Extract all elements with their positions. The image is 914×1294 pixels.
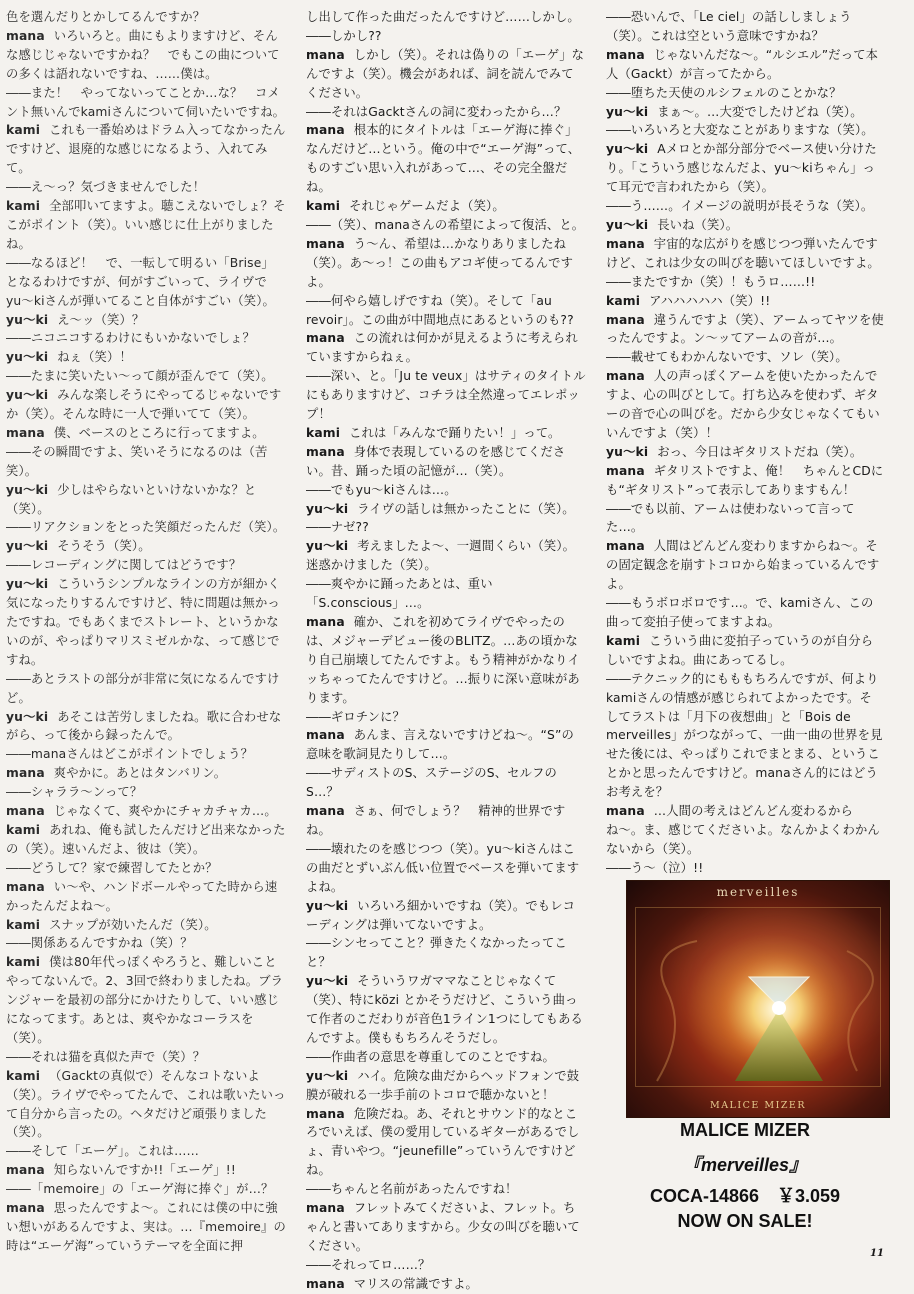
line-text: ――レコーディングに関してはどうです？ <box>6 558 242 573</box>
line-text: ねぇ（笑）！ <box>57 350 132 365</box>
speaker-name: mana <box>6 1163 45 1178</box>
interview-line <box>606 216 884 235</box>
line-text: ――「memoire」の「エーゲ海に捧ぐ」が…？ <box>6 1182 274 1197</box>
line-text: ――う〜（泣）!! <box>606 860 704 875</box>
line-text: 宇宙的な広がりを感じつつ弾いたんですけど、これは少女の叫びを聴いてほしいですよ。 <box>606 236 880 270</box>
line-text: ――ナゼ?? <box>306 520 369 535</box>
line-text: ――壊れたのを感じつつ（笑）。yu〜kiさんはこの曲だとずいぶん低い位置でベースを弾いてますよね。 <box>306 841 580 894</box>
line-text: （Gacktの真似で）そんなコトないよ（笑）。ライヴでやってたんで、これは歌いたいって自分から言ったの。ヘタだけど頑張りました（笑）。 <box>6 1068 286 1140</box>
speaker-name: mana <box>306 615 345 629</box>
line-text: ――たまに笑いたい〜って顔が歪んでて（笑）。 <box>6 369 274 384</box>
line-text: …人間の考えはどんどん変わるからね〜。ま、感じてくださいよ。なんかよくわかんないから（笑）。 <box>606 804 880 856</box>
interview-line <box>6 481 286 519</box>
speaker-name: yu〜ki <box>6 350 49 365</box>
interview-line <box>606 367 884 443</box>
interview-line <box>606 802 884 859</box>
interview-line <box>306 27 586 46</box>
line-text: ――爽やかに踊ったあとは、重い「S.conscious」…。 <box>306 577 493 611</box>
interview-line <box>6 178 286 197</box>
interview-line <box>6 764 286 783</box>
interview-line <box>6 1048 286 1067</box>
speaker-name: mana <box>306 236 345 251</box>
speaker-name: yu〜ki <box>6 577 49 592</box>
speaker-name: mana <box>6 804 45 819</box>
interview-line <box>6 1067 286 1143</box>
speaker-name: yu〜ki <box>6 312 49 327</box>
interview-line <box>306 1275 586 1294</box>
interview-line <box>6 537 286 556</box>
line-text: いろいろ細かいですね（笑）。でもレコーディングは弾いてないですよ。 <box>306 898 576 932</box>
speaker-name: yu〜ki <box>6 709 49 724</box>
speaker-name: mana <box>6 425 45 440</box>
interview-line <box>6 8 286 27</box>
speaker-name: yu〜ki <box>306 1068 349 1083</box>
line-text: 人間はどんどん変わりますからね〜。その固定観念を崩すトコロから始まっているんですよ。 <box>606 539 880 592</box>
line-text: ――リアクションをとった笑顔だったんだ（笑）。 <box>6 520 286 535</box>
interview-line <box>6 1199 286 1256</box>
line-text: 全部叩いてますよ。聴こえないでしょ？そこがポイント（笑）。いい感じに仕上がりましたね。 <box>6 199 286 251</box>
interview-line <box>306 1048 586 1067</box>
line-text: そういうワガママなことじゃなくて（笑）、特にközi とかそうだけど、こういう曲って作者のこだわりが音色1ライン1つにしてもあるんですよ。僕ももちろんそうだし。 <box>306 974 583 1045</box>
speaker-name: mana <box>306 1106 345 1121</box>
line-text: ――テクニック的にもももちろんですが、何よりkamiさんの情感が感じられてよかったです。そしてラストは「月下の夜想曲」と「Bois de merveilles」がつながって、一曲一曲の世界を見せた後には、やっぱりこれでまとまる、ということかと思ったんですけど。manaさん的にはどうお考えを？ <box>606 671 883 800</box>
interview-line <box>306 1199 586 1256</box>
line-text: し出して作った曲だったんですけど……しかし。 <box>306 10 580 24</box>
speaker-name: kami <box>6 917 41 932</box>
speaker-name: kami <box>6 955 41 970</box>
interview-line <box>6 670 286 708</box>
interview-line <box>306 1180 586 1199</box>
interview-line <box>6 197 286 254</box>
interview-column-1 <box>6 8 286 1253</box>
interview-line <box>306 443 586 481</box>
interview-line <box>306 934 586 972</box>
line-text: じゃなくて、爽やかにチャカチャカ…。 <box>53 804 277 819</box>
line-text: 少しはやらないといけないかな？と（笑）。 <box>6 482 257 516</box>
interview-line <box>6 84 286 122</box>
line-text: アハハハハハ（笑）!! <box>649 293 771 308</box>
line-text: ――（笑）、manaさんの希望によって復活、と。 <box>306 217 585 232</box>
line-text: ――いろいろと大変なことがありますな（笑）。 <box>606 123 874 138</box>
interview-line <box>306 8 586 27</box>
line-text: ――でもyu〜kiさんは…。 <box>306 482 457 497</box>
interview-line <box>306 1256 586 1275</box>
interview-line <box>6 878 286 916</box>
line-text: ――ニコニコするわけにもいかないでしょ？ <box>6 331 255 346</box>
release-status: NOW ON SALE! <box>677 1211 813 1231</box>
speaker-name: kami <box>6 822 41 837</box>
speaker-name: mana <box>606 539 645 554</box>
speaker-name: mana <box>606 312 645 327</box>
interview-line <box>6 859 286 878</box>
speaker-name: kami <box>306 425 341 440</box>
interview-line <box>306 46 586 103</box>
interview-line <box>606 46 884 84</box>
line-text: 人の声っぽくアームを使いたかったんですよ、心の叫びとして。打ち込みを使わず、ギターの音で心の叫びを。だから少女じゃなくてもいいんですよ（笑）！ <box>606 369 880 440</box>
interview-line <box>306 518 586 537</box>
speaker-name: mana <box>306 1201 345 1216</box>
speaker-name: mana <box>306 728 345 743</box>
interview-line <box>606 594 884 632</box>
interview-line <box>6 367 286 386</box>
line-text: 考えましたよ〜、一週間くらい（笑）。迷惑かけました（笑）。 <box>306 539 576 573</box>
line-text: 色を選んだりとかしてるんですか？ <box>6 10 206 24</box>
line-text: ――しかし?? <box>306 28 382 43</box>
hourglass-icon <box>627 881 889 1117</box>
interview-line <box>6 916 286 935</box>
speaker-name: kami <box>6 123 41 138</box>
line-text: おっ、今日はギタリストだね（笑）。 <box>657 444 863 459</box>
line-text: ――恐いんで、「Le ciel」の話ししましょう（笑）。これは空という意味ですかね？ <box>606 10 852 43</box>
page-number: 11 <box>870 1248 884 1259</box>
interview-line <box>6 802 286 821</box>
speaker-name: mana <box>6 766 45 781</box>
speaker-name: mana <box>6 28 45 43</box>
speaker-name: mana <box>606 369 645 384</box>
speaker-name: kami <box>6 1068 41 1083</box>
interview-line <box>306 292 586 330</box>
line-text: あれね、俺も試したんだけど出来なかったの（笑）。速いんだよ、彼は（笑）。 <box>6 822 286 856</box>
line-text: 知らないんですか!!「エーゲ」!! <box>53 1163 236 1178</box>
speaker-name: mana <box>606 47 645 62</box>
interview-line <box>6 953 286 1048</box>
interview-line <box>6 27 286 84</box>
line-text: ――また！ やってないってことか…な？ コメント無いんでkamiさんについて伺いたいですね。 <box>6 85 286 119</box>
line-text: 長いね（笑）。 <box>657 217 739 232</box>
interview-line <box>606 311 884 349</box>
line-text: あそこは苦労しましたね。歌に合わせながら、って後から録ったんで。 <box>6 709 282 743</box>
line-text: ――どうして？家で練習してたとか？ <box>6 860 218 875</box>
interview-column-3 <box>606 8 884 875</box>
speaker-name: yu〜ki <box>6 482 49 497</box>
line-text: あんま、言えないですけどね〜。“S”の意味を歌詞見たりして…。 <box>306 728 574 762</box>
interview-line <box>6 1161 286 1180</box>
line-text: 根本的にタイトルは「エーゲ海に捧ぐ」なんだけど…という。俺の中で“エーゲ海”って、ものすごい思い入れがあって…、その完全盤だね。 <box>306 123 581 195</box>
line-text: 身体で表現しているのを感じてください。昔、踊った頃の記憶が…（笑）。 <box>306 444 566 478</box>
interview-line <box>6 745 286 764</box>
speaker-name: yu〜ki <box>6 388 49 403</box>
line-text: いろいろと。曲にもよりますけど、そんな感じじゃないですかね？ でもこの曲についての多くは語れないですね、……僕は。 <box>6 28 280 81</box>
speaker-name: mana <box>306 804 345 819</box>
interview-line <box>606 462 884 500</box>
interview-line <box>6 821 286 859</box>
interview-line <box>306 235 586 292</box>
line-text: ――堕ちた天使のルシフェルのことかな？ <box>606 85 842 100</box>
line-text: 確か、これを初めてライヴでやったのは、メジャーデビュー後のBLITZ。…あの頃かなり自己崩壊してたんですよ。もう精神がかなりイッちゃってたんですけど。…振りに深い意味があります。 <box>306 615 580 705</box>
interview-line <box>606 84 884 103</box>
interview-line <box>6 443 286 481</box>
line-text: ――なるほど！ で、一転して明るい「Brise」となるわけですが、何がすごいって、ライヴでyu〜kiさんが弾いてること自体がすごい（笑）。 <box>6 255 275 308</box>
interview-line <box>6 783 286 802</box>
speaker-name: kami <box>606 633 641 648</box>
speaker-name: yu〜ki <box>306 539 349 554</box>
speaker-name: mana <box>306 47 345 62</box>
speaker-name: yu〜ki <box>306 898 349 913</box>
interview-line <box>606 197 884 216</box>
line-text: ――載せてもわかんないです、ソレ（笑）。 <box>606 350 848 365</box>
interview-line <box>606 500 884 538</box>
interview-line <box>606 348 884 367</box>
line-text: こういう曲に変拍子っていうのが自分らしいですよね。曲にあってるし。 <box>606 633 874 667</box>
line-text: ――それはGacktさんの詞に変わったから…？ <box>306 104 567 119</box>
interview-line <box>306 575 586 613</box>
interview-line <box>606 273 884 292</box>
interview-line <box>306 726 586 764</box>
line-text: ――manaさんはどこがポイントでしょう？ <box>6 747 254 762</box>
cover-band-name: MALICE MIZER <box>709 1100 807 1111</box>
speaker-name: yu〜ki <box>606 142 649 157</box>
interview-line <box>6 575 286 670</box>
line-text: ――関係あるんですかね（笑）？ <box>6 936 193 951</box>
speaker-name: yu〜ki <box>6 539 49 554</box>
line-text: ――その瞬間ですよ、笑いそうになるのは（苦笑）。 <box>6 444 268 478</box>
line-text: スナップが効いたんだ（笑）。 <box>49 917 217 932</box>
interview-line <box>306 897 586 935</box>
line-text: ――サディストのS、ステージのS、セルフのS…？ <box>306 766 557 800</box>
interview-line <box>606 632 884 670</box>
line-text: 爽やかに。あとはタンバリン。 <box>53 766 227 781</box>
interview-line <box>6 1180 286 1199</box>
speaker-name: kami <box>606 293 641 308</box>
interview-line <box>606 121 884 140</box>
speaker-name: yu〜ki <box>606 104 649 119</box>
line-text: ハイ。危険な曲だからヘッドフォンで鼓膜が破れる一歩手前のトコロで聴かないと！ <box>306 1068 580 1102</box>
line-text: ――う……。イメージの説明が長そうな（笑）。 <box>606 199 874 214</box>
interview-line <box>6 934 286 953</box>
speaker-name: mana <box>6 1201 45 1216</box>
line-text: ――シンセってこと？弾きたくなかったってこと？ <box>306 936 567 970</box>
line-text: それじゃゲームだよ（笑）。 <box>349 199 505 214</box>
speaker-name: mana <box>6 879 45 894</box>
line-text: 思ったんですよ〜。これには僕の中に強い想いがあるんですよ、実は。…『memoire』の時は“エーゲ海”っていうテーマを全面に押 <box>6 1201 286 1253</box>
line-text: ギタリストですよ、俺！ ちゃんとCDにも“ギタリスト”って表示してありますもん！ <box>606 463 884 497</box>
interview-line <box>306 1105 586 1181</box>
speaker-name: mana <box>606 236 645 251</box>
interview-line <box>306 103 586 122</box>
line-text: ――もうボロボロです…。で、kamiさん、この曲って変拍子使ってますよね。 <box>606 596 874 629</box>
interview-line <box>606 8 884 46</box>
speaker-name: mana <box>606 463 645 478</box>
interview-line <box>306 197 586 216</box>
interview-line <box>306 537 586 575</box>
interview-line <box>6 556 286 575</box>
speaker-name: kami <box>306 199 341 214</box>
interview-line <box>606 140 884 197</box>
line-text: ――ちゃんと名前があったんですね！ <box>306 1182 518 1197</box>
interview-line <box>606 103 884 122</box>
line-text: ――ギロチンに？ <box>306 709 405 724</box>
interview-line <box>606 537 884 594</box>
line-text: ――でも以前、アームは使わないって言ってた…。 <box>606 501 855 535</box>
line-text: ――え〜っ？気づきませんでした！ <box>6 180 206 195</box>
speaker-name: mana <box>306 331 345 346</box>
interview-line <box>606 670 884 802</box>
interview-line <box>306 121 586 197</box>
line-text: 僕は80年代っぽくやろうと、難しいことやってないんで。2、3回で終わりましたね。ブランジャーを最初の部分にかけたりして、いい感じになってます。あとは、爽やかなコーラスを（笑）。 <box>6 955 284 1045</box>
interview-line <box>6 708 286 746</box>
interview-line <box>306 216 586 235</box>
catalog-price: COCA-14866 ￥3.059 <box>649 1186 841 1206</box>
interview-line <box>306 329 586 367</box>
line-text: ――作曲者の意思を尊重してのことですね。 <box>306 1049 555 1064</box>
line-text: ――シャララ〜ンって？ <box>6 785 143 800</box>
interview-line <box>606 235 884 273</box>
speaker-name: kami <box>6 199 41 214</box>
line-text: ライヴの話しは無かったことに（笑）。 <box>357 501 575 516</box>
artist-name: MALICE MIZER <box>680 1120 810 1140</box>
speaker-name: yu〜ki <box>606 444 649 459</box>
interview-line <box>606 292 884 311</box>
interview-line <box>6 518 286 537</box>
line-text: これは「みんなで踊りたい！」って。 <box>349 425 561 440</box>
speaker-name: mana <box>306 123 345 138</box>
line-text: 僕、ベースのところに行ってますよ。 <box>53 425 265 440</box>
line-text: じゃないんだな〜。“ルシエル”だって本人（Gackt）が言ってたから。 <box>606 47 879 81</box>
line-text: ――それは猫を真似た声で（笑）？ <box>6 1049 206 1064</box>
line-text: フレットみてくださいよ、フレット。ちゃんと書いてありますから。少女の叫びを聴いてください。 <box>306 1201 580 1253</box>
interview-line <box>306 802 586 840</box>
interview-line <box>6 329 286 348</box>
line-text: マリスの常識ですよ。 <box>353 1276 478 1291</box>
line-text: さぁ、何でしょう？ 精神的世界ですね。 <box>306 804 566 837</box>
album-cover <box>626 880 890 1118</box>
speaker-name: yu〜ki <box>606 217 649 232</box>
interview-line <box>306 481 586 500</box>
interview-line <box>6 348 286 367</box>
line-text: この流れは何かが見えるように考えられていますからねぇ。 <box>306 331 578 365</box>
interview-line <box>306 1067 586 1105</box>
line-text: これも一番始めはドラム入ってなかったんですけど、退廃的な感じになるよう、入れてみて。 <box>6 123 286 176</box>
line-text: ――あとラストの部分が非常に気になるんですけど。 <box>6 671 280 705</box>
line-text: い〜や、ハンドボールやってた時から速かったんだよね〜。 <box>6 879 278 913</box>
line-text: ――そして「エーゲ」。これは…… <box>6 1144 200 1159</box>
speaker-name: yu〜ki <box>306 501 349 516</box>
interview-line <box>306 840 586 897</box>
interview-line <box>606 443 884 462</box>
line-text: 違うんですよ（笑）、アームってヤツを使ったんですよ。ン〜ッてアームの音が…。 <box>606 312 884 346</box>
cover-title: merveilles <box>716 885 800 899</box>
line-text: みんな楽しそうにやってるじゃないですか（笑）。そんな時に一人で弾いてて（笑）。 <box>6 388 282 422</box>
interview-line <box>306 367 586 424</box>
interview-line <box>6 121 286 178</box>
line-text: う〜ん、希望は…かなりありましたね（笑）。あ〜っ！この曲もアコギ使ってるんですよ。 <box>306 236 574 289</box>
line-text: こういうシンプルなラインの方が細かく気になったりするんですけど、特に問題は無かったですね。でもあくまでストレート、というかないのが、やっぱりマリスミゼルかな、って感じですね。 <box>6 577 281 667</box>
speaker-name: mana <box>306 444 345 459</box>
line-text: え〜ッ（笑）？ <box>57 312 145 327</box>
interview-line <box>306 764 586 802</box>
speaker-name: mana <box>606 804 645 819</box>
speaker-name: mana <box>306 1276 345 1291</box>
line-text: まぁ〜。…大変でしたけどね（笑）。 <box>657 104 863 119</box>
interview-line <box>6 424 286 443</box>
speaker-name: yu〜ki <box>306 974 349 989</box>
interview-line <box>306 972 586 1048</box>
interview-line <box>6 386 286 424</box>
interview-line <box>306 500 586 519</box>
interview-line <box>306 424 586 443</box>
line-text: 危険だね。あ、それとサウンド的なところでいえば、僕の愛用しているギターがあるでしょ、青いやつ。“jeunefille”っていうんですけどね。 <box>306 1106 580 1178</box>
line-text: Aメロとか部分部分でベース使い分けたり。「こういう感じなんだよ、yu〜kiちゃん」って耳元で言われたから（笑）。 <box>606 142 877 195</box>
interview-line <box>6 1142 286 1161</box>
line-text: ――またですか（笑）！もうロ……!! <box>606 274 816 289</box>
line-text: しかし（笑）。それは偽りの「エーゲ」なんですよ（笑）。機会があれば、詞を読んでみてください。 <box>306 47 585 100</box>
line-text: そうそう（笑）。 <box>57 539 151 554</box>
interview-line <box>306 613 586 708</box>
interview-line <box>306 708 586 727</box>
line-text: ――それってロ……？ <box>306 1257 431 1272</box>
album-title: 『merveilles』 <box>682 1155 808 1175</box>
interview-line <box>6 254 286 311</box>
interview-column-2 <box>306 8 586 1291</box>
interview-line <box>6 311 286 330</box>
line-text: ――深い、と。「Ju te veux」はサティのタイトルにもありますけど、コチラは全然違ってエレポップ！ <box>306 369 586 422</box>
line-text: ――何やら嬉しげですね（笑）。そして「au revoir」。この曲が中間地点にあるというのも?? <box>306 293 574 327</box>
